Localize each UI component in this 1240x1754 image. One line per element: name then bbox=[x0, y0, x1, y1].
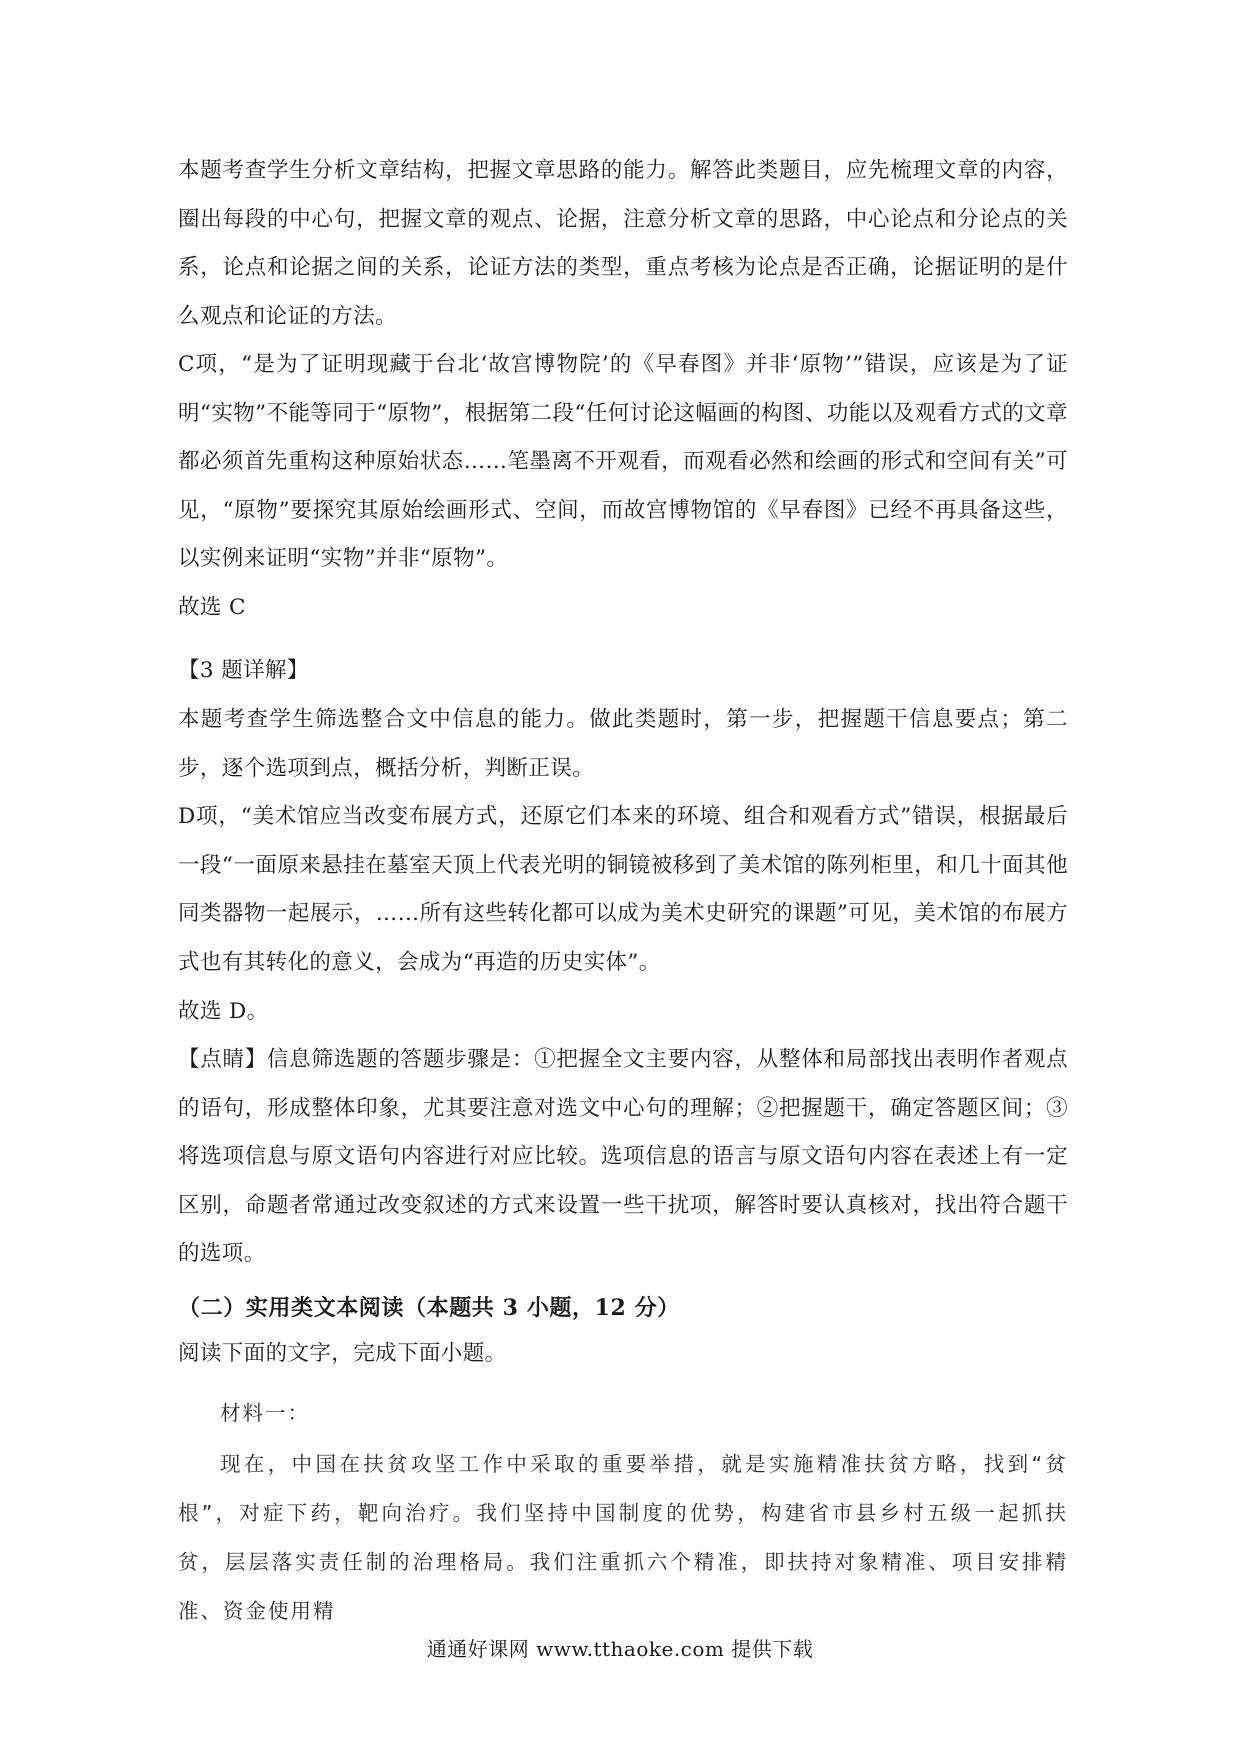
page-footer: 通通好课网 www.tthaoke.com 提供下载 bbox=[426, 1637, 814, 1661]
question-3-title: 【3 题详解】 bbox=[178, 658, 309, 683]
section-heading-practical-text: （二）实用类文本阅读（本题共 3 小题，12 分） bbox=[178, 1295, 680, 1321]
reading-instruction: 阅读下面的文字，完成下面小题。 bbox=[178, 1341, 507, 1366]
analysis-paragraph-structure: 本题考查学生分析文章结构，把握文章思路的能力。解答此类题目，应先梳理文章的内容，圈出每段的中心句，把握文章的观点、论据，注意分析文章的思路，中心论点和分论点的关系，论点和论据之间的关系，论证方法的类型，重点考核为论点是否正确，论据证明的是什么观点和论证的方法。 bbox=[178, 158, 1068, 329]
material-one-text: 现在，中国在扶贫攻坚工作中采取的重要举措，就是实施精准扶贫方略，找到“贫根”，对症下药，靶向治疗。我们坚持中国制度的优势，构建省市县乡村五级一起抓扶贫，层层落实责任制的治理格局。我们注重抓六个精准，即扶持对象精准、项目安排精准、资金使用精 bbox=[178, 1452, 1068, 1623]
tip-paragraph: 【点睛】信息筛选题的答题步骤是：①把握全文主要内容，从整体和局部找出表明作者观点的语句，形成整体印象，尤其要注意对选文中心句的理解；②把握题干，确定答题区间；③将选项信息与原文语句内容进行对应比较。选项信息的语言与原文语句内容在表述上有一定区别，命题者常通过改变叙述的方式来设置一些干扰项，解答时要认真核对，找出符合题干的选项。 bbox=[178, 1047, 1068, 1266]
analysis-paragraph-information: 本题考查学生筛选整合文中信息的能力。做此类题时，第一步，把握题干信息要点；第二步，逐个选项到点，概括分析，判断正误。 bbox=[178, 707, 1068, 781]
answer-d: 故选 D。 bbox=[178, 999, 269, 1024]
material-label: 材料一： bbox=[220, 1401, 310, 1425]
option-c-explanation: C项，“是为了证明现藏于台北‘故宫博物院’的《早春图》并非‘原物’”错误，应该是为了证明“实物”不能等同于“原物”，根据第二段“任何讨论这幅画的构图、功能以及观看方式的文章都必须首先重构这种原始状态……笔墨离不开观看，而观看必然和绘画的形式和空间有关”可见，“原物”要探究其原始绘画形式、空间，而故宫博物馆的《早春图》已经不再具备这些，以实例来证明“实物”并非“原物”。 bbox=[178, 352, 1068, 571]
option-d-explanation: D项，“美术馆应当改变布展方式，还原它们本来的环境、组合和观看方式”错误，根据最后一段“一面原来悬挂在墓室天顶上代表光明的铜镜被移到了美术馆的陈列柜里，和几十面其他同类器物一起展示，……所有这些转化都可以成为美术史研究的课题”可见，美术馆的布展方式也有其转化的意义，会成为“再造的历史实体”。 bbox=[178, 804, 1068, 975]
answer-c: 故选 C bbox=[178, 595, 246, 620]
